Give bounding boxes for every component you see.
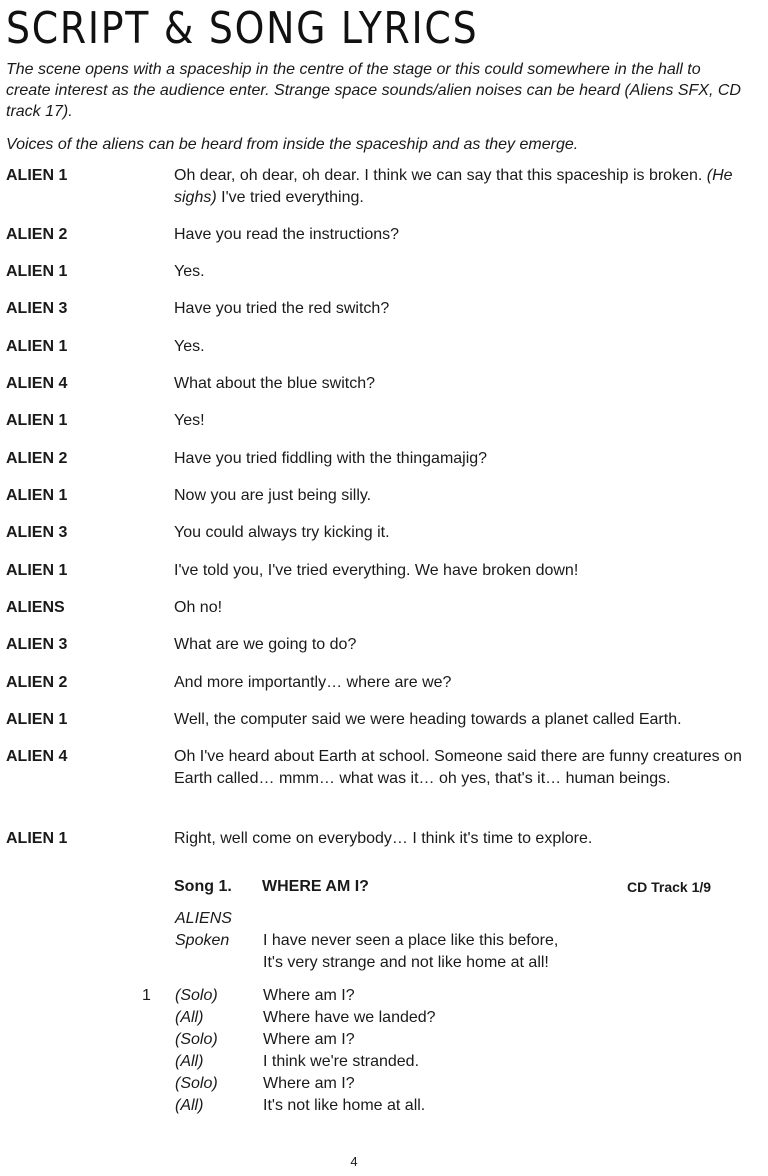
speaker-line: I've told you, I've tried everything. We have broken down! (174, 562, 579, 579)
lyric-part: (All) (175, 1053, 204, 1070)
speaker-name: ALIEN 3 (6, 636, 68, 653)
speaker-name: ALIEN 2 (6, 674, 68, 691)
speaker-line: What about the blue switch? (174, 375, 376, 392)
song-title: WHERE AM I? (262, 878, 369, 895)
lyric-part: (All) (175, 1009, 204, 1026)
lyric-words: Where am I? (263, 1031, 355, 1048)
stage-direction: (He sighs) (174, 167, 733, 206)
speaker-line: Yes. (174, 338, 205, 355)
lyric-words: I have never seen a place like this before, (263, 932, 559, 949)
lyric-part: (All) (175, 1097, 204, 1114)
speaker-line: What are we going to do? (174, 636, 357, 653)
speaker-name: ALIEN 4 (6, 748, 68, 765)
performer-label: ALIENS (175, 910, 232, 927)
speaker-line: Have you tried fiddling with the thingamajig? (174, 450, 488, 467)
stage-direction-intro: The scene opens with a spaceship in the centre of the stage or this could somewhere in the hall to create interest as the audience enter. Strange space sounds/alien noises can be heard (Aliens SFX, CD track 17). (6, 61, 741, 120)
speaker-line: Oh I've heard about Earth at school. Someone said there are funny creatures on Earth called… mmm… what was it… oh yes, that's it… human beings. (174, 748, 742, 787)
speaker-name: ALIENS (6, 599, 65, 616)
song-number: Song 1. (174, 878, 232, 895)
speaker-name: ALIEN 2 (6, 226, 68, 243)
speaker-name: ALIEN 1 (6, 167, 68, 184)
speaker-name: ALIEN 3 (6, 524, 68, 541)
speaker-line: And more importantly… where are we? (174, 674, 452, 691)
page-number: 4 (350, 1154, 358, 1169)
speaker-line: Have you tried the red switch? (174, 300, 390, 317)
speaker-line: Oh no! (174, 599, 223, 616)
lyric-words: Where am I? (263, 1075, 355, 1092)
speaker-line: You could always try kicking it. (174, 524, 390, 541)
lyric-words: It's not like home at all. (263, 1097, 426, 1114)
stage-direction-voices: Voices of the aliens can be heard from inside the spaceship and as they emerge. (6, 136, 579, 153)
spoken-label: Spoken (175, 932, 230, 949)
speaker-name: ALIEN 2 (6, 450, 68, 467)
lyric-part: (Solo) (175, 1075, 218, 1092)
lyric-words: I think we're stranded. (263, 1053, 420, 1070)
verse-number: 1 (142, 987, 151, 1004)
speaker-name: ALIEN 1 (6, 711, 68, 728)
page-title: SCRIPT & SONG LYRICS (6, 3, 479, 54)
speaker-line: Now you are just being silly. (174, 487, 372, 504)
lyric-words: Where am I? (263, 987, 355, 1004)
speaker-line: Yes. (174, 263, 205, 280)
speaker-name: ALIEN 4 (6, 375, 68, 392)
lyric-words: It's very strange and not like home at all! (263, 954, 549, 971)
lyric-part: (Solo) (175, 987, 218, 1004)
speaker-name: ALIEN 1 (6, 412, 68, 429)
speaker-name: ALIEN 1 (6, 830, 68, 847)
speaker-name: ALIEN 1 (6, 263, 68, 280)
lyric-part: (Solo) (175, 1031, 218, 1048)
speaker-name: ALIEN 1 (6, 338, 68, 355)
speaker-name: ALIEN 1 (6, 562, 68, 579)
speaker-name: ALIEN 1 (6, 487, 68, 504)
speaker-line: Right, well come on everybody… I think it's time to explore. (174, 830, 593, 847)
speaker-line: Have you read the instructions? (174, 226, 400, 243)
speaker-line: Well, the computer said we were heading towards a planet called Earth. (174, 711, 682, 728)
lyric-words: Where have we landed? (263, 1009, 436, 1026)
cd-track-label: CD Track 1/9 (627, 879, 712, 895)
speaker-name: ALIEN 3 (6, 300, 68, 317)
speaker-line: Oh dear, oh dear, oh dear. I think we can say that this spaceship is broken. (He sighs) I've tried everything. (174, 167, 733, 206)
speaker-line: Yes! (174, 412, 205, 429)
